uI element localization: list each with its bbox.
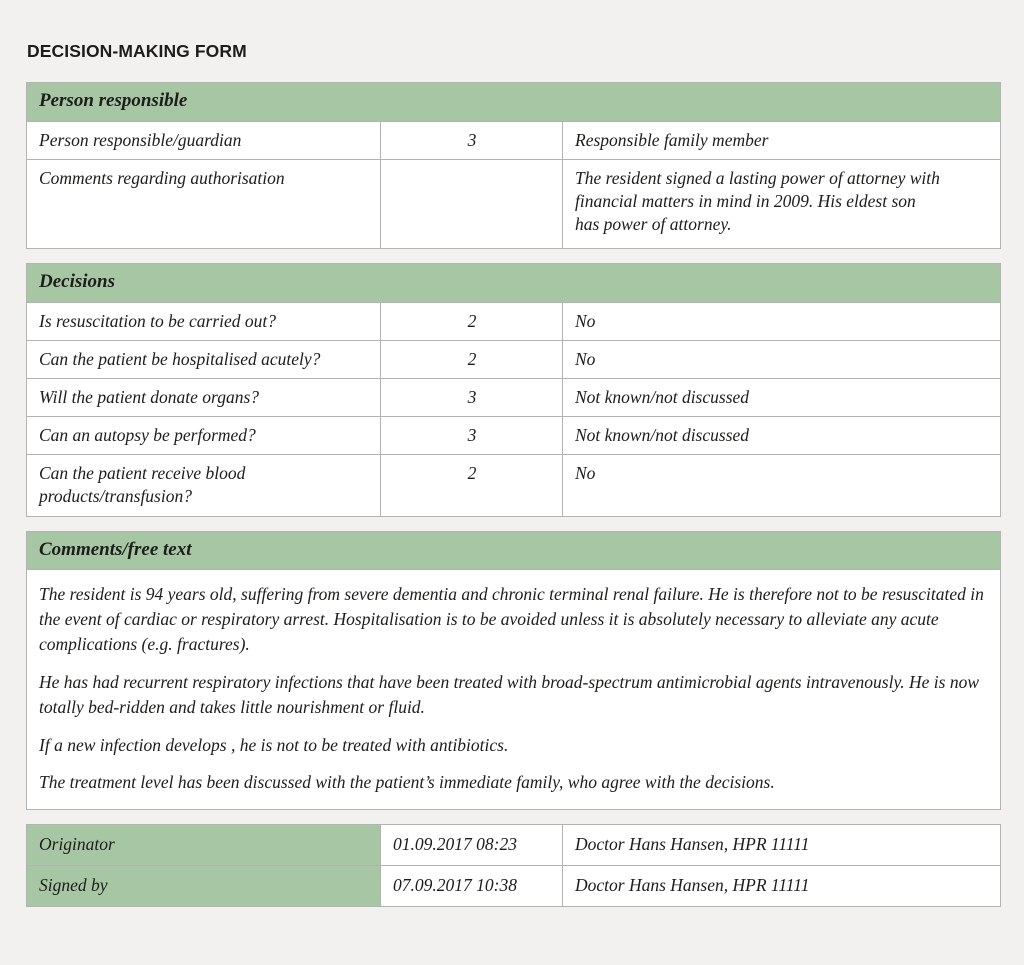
row-code — [381, 160, 563, 249]
row-value: Not known/not discussed — [563, 417, 1001, 455]
row-code: 3 — [381, 417, 563, 455]
signature-section — [26, 824, 1001, 907]
table-row — [27, 122, 1000, 160]
row-label: Will the patient donate organs? — [27, 379, 381, 417]
row-value: No — [563, 341, 1001, 379]
row-value: No — [563, 455, 1001, 516]
table-row — [27, 825, 1000, 865]
row-value: Not known/not discussed — [563, 379, 1001, 417]
row-label: Can the patient be hospitalised acutely? — [27, 341, 381, 379]
table-row — [27, 303, 1000, 341]
row-code: 2 — [381, 341, 563, 379]
row-value-line: The resident signed a lasting power of attorney with — [575, 168, 940, 189]
comment-paragraph: He has had recurrent respiratory infections that have been treated with broad-spectrum antimicrobial agents intravenously. He is now totally bed-ridden and takes little nourishment or fluid. — [39, 671, 980, 717]
signature-person: Doctor Hans Hansen, HPR 11111 — [563, 825, 1001, 865]
signature-timestamp: 07.09.2017 10:38 — [381, 865, 563, 905]
signature-role-label: Originator — [27, 825, 381, 865]
row-label — [27, 455, 381, 516]
row-label-line: products/transfusion? — [39, 486, 192, 507]
signature-table — [27, 825, 1000, 906]
row-value-line: financial matters in mind in 2009. His eldest son — [575, 191, 916, 212]
person-responsible-table — [27, 122, 1000, 248]
page-title: DECISION-MAKING FORM — [27, 41, 247, 61]
row-code: 2 — [381, 455, 563, 516]
comment-paragraph: The resident is 94 years old, suffering from severe dementia and chronic terminal renal failure. He is therefore not to be resuscitated in the event of cardiac or respiratory arrest. Hospitalisation is to be avoided unless it is absolutely necessary to alleviate any acute complications (e.g. fractures). — [39, 584, 984, 654]
row-value: Responsible family member — [563, 122, 1001, 160]
row-label: Person responsible/guardian — [27, 122, 381, 160]
table-row — [27, 865, 1000, 905]
comment-paragraph: The treatment level has been discussed with the patient’s immediate family, who agree with the decisions. — [39, 772, 775, 793]
section-header-decisions: Decisions — [27, 264, 1000, 303]
person-responsible-section — [26, 82, 1001, 249]
comment-paragraph: If a new infection develops , he is not to be treated with antibiotics. — [39, 734, 509, 755]
table-row — [27, 379, 1000, 417]
row-value: No — [563, 303, 1001, 341]
decisions-section — [26, 263, 1001, 516]
comments-free-text — [27, 570, 1000, 809]
row-code: 3 — [381, 122, 563, 160]
comments-section — [26, 531, 1001, 811]
table-row — [27, 160, 1000, 249]
row-label: Can an autopsy be performed? — [27, 417, 381, 455]
table-row — [27, 455, 1000, 516]
row-code: 2 — [381, 303, 563, 341]
row-value — [563, 160, 1001, 249]
signature-person: Doctor Hans Hansen, HPR 11111 — [563, 865, 1001, 905]
row-code: 3 — [381, 379, 563, 417]
row-label: Is resuscitation to be carried out? — [27, 303, 381, 341]
decisions-table — [27, 303, 1000, 516]
row-value-line: has power of attorney. — [575, 214, 732, 235]
signature-timestamp: 01.09.2017 08:23 — [381, 825, 563, 865]
section-header-comments: Comments/free text — [27, 532, 1000, 571]
signature-role-label: Signed by — [27, 865, 381, 905]
table-row — [27, 417, 1000, 455]
section-header-person-responsible: Person responsible — [27, 83, 1000, 122]
row-label-line: Can the patient receive blood — [39, 463, 246, 484]
row-label: Comments regarding authorisation — [27, 160, 381, 249]
table-row — [27, 341, 1000, 379]
